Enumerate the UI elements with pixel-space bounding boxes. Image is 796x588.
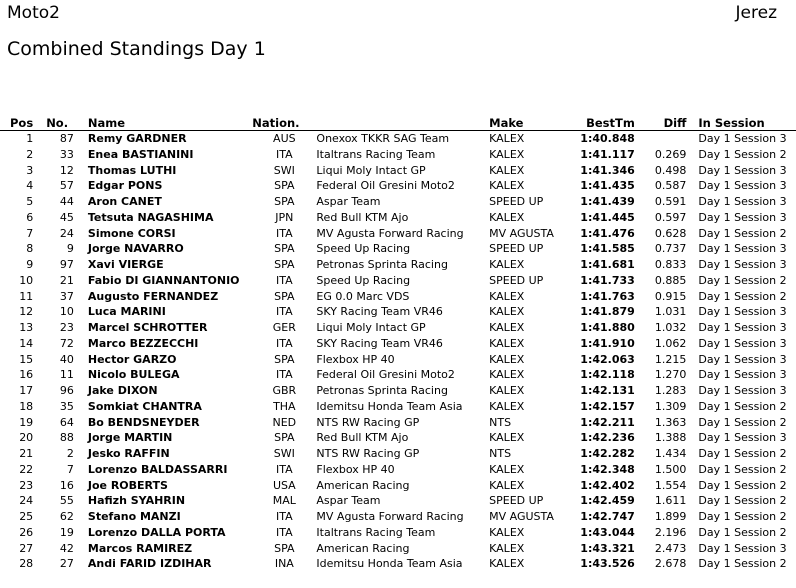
cell-best-time: 1:42.131 xyxy=(580,384,635,397)
cell-make: SPEED UP xyxy=(489,494,544,508)
cell-diff: 1.062 xyxy=(654,336,687,350)
cell-pos: 19 xyxy=(19,415,34,429)
table-row xyxy=(0,430,796,446)
cell-make: SPEED UP xyxy=(489,195,544,208)
cell-make: KALEX xyxy=(489,132,525,145)
cell-diff: 1.363 xyxy=(654,415,687,429)
cell-make: SPEED UP xyxy=(489,273,544,287)
cell-nation: SPA xyxy=(274,242,295,256)
table-row xyxy=(0,541,796,557)
cell-make: MV AGUSTA xyxy=(489,226,554,240)
cell-best-time: 1:41.476 xyxy=(580,226,635,240)
cell-name: Jesko RAFFIN xyxy=(87,447,170,460)
table-body xyxy=(0,131,796,573)
cell-number: 97 xyxy=(59,258,74,271)
cell-make: KALEX xyxy=(489,557,525,571)
cell-nation: GBR xyxy=(272,384,297,397)
cell-session: Day 1 Session 2 xyxy=(698,478,787,492)
cell-number: 35 xyxy=(59,399,74,413)
cell-number: 88 xyxy=(59,431,74,445)
cell-diff: 1.500 xyxy=(654,462,687,476)
cell-nation: ITA xyxy=(276,305,293,319)
cell-session: Day 1 Session 2 xyxy=(698,273,787,287)
cell-session: Day 1 Session 2 xyxy=(698,494,787,508)
table-row xyxy=(0,415,796,431)
cell-diff: 0.591 xyxy=(654,195,687,208)
cell-nation: SPA xyxy=(274,179,295,193)
cell-best-time: 1:41.681 xyxy=(580,258,635,271)
cell-diff: 1.899 xyxy=(654,510,687,523)
cell-name: Marcel SCHROTTER xyxy=(87,321,208,334)
cell-session: Day 1 Session 3 xyxy=(698,368,787,382)
cell-team: Italtrans Racing Team xyxy=(316,147,436,161)
cell-diff xyxy=(647,131,699,147)
cell-diff: 0.269 xyxy=(654,147,687,161)
cell-nation: ITA xyxy=(276,462,293,476)
cell-session: Day 1 Session 2 xyxy=(698,462,787,476)
cell-number: 10 xyxy=(59,305,74,319)
table-row xyxy=(0,478,796,494)
cell-pos: 8 xyxy=(26,242,34,256)
cell-name: Jake DIXON xyxy=(87,384,158,397)
cell-pos: 26 xyxy=(19,525,34,539)
cell-best-time: 1:41.585 xyxy=(580,242,635,256)
cell-make: KALEX xyxy=(489,179,525,193)
cell-nation: JPN xyxy=(275,210,294,224)
table-row xyxy=(0,178,796,194)
cell-name: Simone CORSI xyxy=(87,226,176,240)
cell-team: NTS RW Racing GP xyxy=(316,447,420,460)
cell-number: 42 xyxy=(59,541,74,555)
cell-make: KALEX xyxy=(489,210,525,224)
table-row xyxy=(0,194,796,210)
cell-session: Day 1 Session 2 xyxy=(698,525,787,539)
cell-pos: 22 xyxy=(19,462,34,476)
cell-nation: SPA xyxy=(274,352,295,366)
cell-nation: NED xyxy=(272,415,297,429)
cell-session: Day 1 Session 3 xyxy=(698,163,787,177)
cell-team: Idemitsu Honda Team Asia xyxy=(316,557,463,571)
cell-diff: 1.283 xyxy=(654,384,687,397)
cell-nation: INA xyxy=(274,557,294,571)
cell-name: Aron CANET xyxy=(87,195,162,208)
cell-name: Stefano MANZI xyxy=(87,510,181,523)
cell-nation: SPA xyxy=(274,195,295,208)
cell-pos: 4 xyxy=(26,179,34,193)
cell-make: KALEX xyxy=(489,541,525,555)
cell-pos: 25 xyxy=(19,510,34,523)
table-row xyxy=(0,131,796,147)
col-make: Make xyxy=(489,116,577,131)
cell-team: NTS RW Racing GP xyxy=(316,415,420,429)
cell-name: Lorenzo BALDASSARRI xyxy=(87,462,228,476)
cell-diff: 1.032 xyxy=(654,321,687,334)
cell-name: Fabio DI GIANNANTONIO xyxy=(87,273,240,287)
cell-best-time: 1:41.346 xyxy=(580,163,635,177)
cell-number: 11 xyxy=(59,368,74,382)
cell-team: Idemitsu Honda Team Asia xyxy=(316,399,463,413)
cell-best-time: 1:41.733 xyxy=(580,273,635,287)
cell-number: 44 xyxy=(59,195,74,208)
table-row xyxy=(0,556,796,572)
cell-diff: 1.611 xyxy=(654,494,687,508)
cell-nation: MAL xyxy=(272,494,296,508)
cell-number: 21 xyxy=(59,273,74,287)
cell-make: KALEX xyxy=(489,336,525,350)
cell-name: Nicolo BULEGA xyxy=(87,368,180,382)
cell-team: SKY Racing Team VR46 xyxy=(316,305,443,319)
cell-name: Luca MARINI xyxy=(87,305,166,319)
cell-make: KALEX xyxy=(489,399,525,413)
cell-make: KALEX xyxy=(489,478,525,492)
cell-team: Onexox TKKR SAG Team xyxy=(316,132,450,145)
col-best: BestTm xyxy=(577,116,647,131)
cell-diff: 1.434 xyxy=(654,447,687,460)
cell-diff: 1.031 xyxy=(654,305,687,319)
cell-make: KALEX xyxy=(489,147,525,161)
cell-pos: 2 xyxy=(26,147,34,161)
cell-pos: 6 xyxy=(26,210,34,224)
cell-best-time: 1:43.044 xyxy=(580,525,635,539)
cell-team: EG 0.0 Marc VDS xyxy=(316,289,410,303)
cell-make: KALEX xyxy=(489,368,525,382)
table-row xyxy=(0,525,796,541)
cell-nation: ITA xyxy=(276,273,293,287)
cell-best-time: 1:41.880 xyxy=(580,321,635,334)
cell-pos: 14 xyxy=(19,336,34,350)
cell-number: 45 xyxy=(59,210,74,224)
cell-nation: SWI xyxy=(273,163,295,177)
cell-number: 7 xyxy=(66,462,74,476)
cell-diff: 1.309 xyxy=(654,399,687,413)
cell-name: Hafizh SYAHRIN xyxy=(87,494,186,508)
cell-name: Xavi VIERGE xyxy=(87,258,164,271)
cell-diff: 0.885 xyxy=(654,273,687,287)
cell-session: Day 1 Session 3 xyxy=(698,321,787,334)
cell-number: 37 xyxy=(59,289,74,303)
cell-diff: 2.473 xyxy=(654,541,687,555)
cell-make: NTS xyxy=(489,415,512,429)
cell-session: Day 1 Session 3 xyxy=(698,179,787,193)
cell-pos: 11 xyxy=(19,289,34,303)
cell-best-time: 1:41.435 xyxy=(580,179,635,193)
cell-session: Day 1 Session 2 xyxy=(698,510,787,523)
cell-pos: 24 xyxy=(19,494,34,508)
cell-team: American Racing xyxy=(316,478,410,492)
cell-name: Lorenzo DALLA PORTA xyxy=(87,525,226,539)
cell-number: 16 xyxy=(59,478,74,492)
cell-pos: 7 xyxy=(26,226,34,240)
cell-pos: 13 xyxy=(19,321,34,334)
cell-team: Italtrans Racing Team xyxy=(316,525,436,539)
cell-diff: 2.196 xyxy=(654,525,687,539)
cell-best-time: 1:41.445 xyxy=(580,210,635,224)
cell-name: Jorge MARTIN xyxy=(87,431,173,445)
table-row xyxy=(0,257,796,273)
cell-team: Petronas Sprinta Racing xyxy=(316,258,448,271)
table-row xyxy=(0,320,796,336)
cell-team: Red Bull KTM Ajo xyxy=(316,431,409,445)
table-row xyxy=(0,509,796,525)
table-row xyxy=(0,226,796,242)
table-row xyxy=(0,273,796,289)
cell-team: Flexbox HP 40 xyxy=(316,462,395,476)
cell-nation: USA xyxy=(272,478,296,492)
cell-diff: 0.587 xyxy=(654,179,687,193)
cell-best-time: 1:42.157 xyxy=(580,399,635,413)
cell-team: Aspar Team xyxy=(316,494,381,508)
cell-session: Day 1 Session 3 xyxy=(698,258,787,271)
cell-make: NTS xyxy=(489,447,512,460)
table-row xyxy=(0,383,796,399)
cell-session: Day 1 Session 3 xyxy=(698,210,787,224)
table-row xyxy=(0,462,796,478)
col-session: In Session xyxy=(698,116,796,131)
cell-name: Enea BASTIANINI xyxy=(87,147,194,161)
cell-best-time: 1:42.236 xyxy=(580,431,635,445)
cell-name: Marcos RAMIREZ xyxy=(87,541,193,555)
cell-number: 40 xyxy=(59,352,74,366)
cell-team: Petronas Sprinta Racing xyxy=(316,384,448,397)
cell-number: 23 xyxy=(59,321,74,334)
table-row xyxy=(0,446,796,462)
cell-best-time: 1:43.321 xyxy=(580,541,635,555)
cell-session: Day 1 Session 3 xyxy=(698,431,787,445)
cell-nation: ITA xyxy=(276,368,293,382)
cell-number: 27 xyxy=(59,557,74,571)
cell-nation: THA xyxy=(273,399,296,413)
table-row xyxy=(0,367,796,383)
cell-name: Thomas LUTHI xyxy=(87,163,177,177)
col-no: No. xyxy=(41,116,82,131)
cell-session: Day 1 Session 2 xyxy=(698,415,787,429)
cell-team: Speed Up Racing xyxy=(316,242,411,256)
cell-diff: 0.915 xyxy=(654,289,687,303)
cell-diff: 0.597 xyxy=(654,210,687,224)
cell-nation: ITA xyxy=(276,147,293,161)
col-team xyxy=(316,116,489,131)
cell-nation: ITA xyxy=(276,226,293,240)
cell-make: KALEX xyxy=(489,462,525,476)
cell-diff: 1.388 xyxy=(654,431,687,445)
cell-diff: 0.498 xyxy=(654,163,687,177)
page-title: Combined Standings Day 1 xyxy=(7,38,266,60)
cell-nation: SPA xyxy=(274,289,295,303)
cell-session: Day 1 Session 3 xyxy=(698,305,787,319)
cell-make: KALEX xyxy=(489,431,525,445)
cell-make: MV AGUSTA xyxy=(489,510,554,523)
cell-best-time: 1:40.848 xyxy=(580,132,635,145)
cell-team: Flexbox HP 40 xyxy=(316,352,395,366)
cell-number: 2 xyxy=(66,447,74,460)
cell-best-time: 1:41.879 xyxy=(580,305,635,319)
cell-best-time: 1:42.118 xyxy=(580,368,635,382)
cell-team: Federal Oil Gresini Moto2 xyxy=(316,368,455,382)
cell-make: KALEX xyxy=(489,305,525,319)
cell-session: Day 1 Session 2 xyxy=(698,447,787,460)
cell-number: 9 xyxy=(66,242,74,256)
cell-pos: 23 xyxy=(19,478,34,492)
cell-nation: AUS xyxy=(273,132,296,145)
cell-pos: 21 xyxy=(19,447,34,460)
cell-best-time: 1:41.117 xyxy=(580,147,635,161)
cell-session: Day 1 Session 3 xyxy=(698,352,787,366)
cell-make: KALEX xyxy=(489,352,525,366)
cell-number: 87 xyxy=(59,132,74,145)
cell-pos: 27 xyxy=(19,541,34,555)
cell-make: KALEX xyxy=(489,525,525,539)
cell-session: Day 1 Session 3 xyxy=(698,541,787,555)
table-row xyxy=(0,210,796,226)
cell-pos: 18 xyxy=(19,399,34,413)
cell-name: Augusto FERNANDEZ xyxy=(87,289,219,303)
cell-pos: 9 xyxy=(26,258,34,271)
table-row xyxy=(0,336,796,352)
table-row xyxy=(0,304,796,320)
cell-name: Tetsuta NAGASHIMA xyxy=(87,210,214,224)
cell-diff: 1.554 xyxy=(654,478,687,492)
cell-number: 24 xyxy=(59,226,74,240)
cell-pos: 15 xyxy=(19,352,34,366)
cell-best-time: 1:42.747 xyxy=(580,510,635,523)
cell-team: Liqui Moly Intact GP xyxy=(316,321,426,334)
table-row xyxy=(0,399,796,415)
cell-pos: 10 xyxy=(19,273,34,287)
cell-make: KALEX xyxy=(489,384,525,397)
table-row xyxy=(0,493,796,509)
cell-team: SKY Racing Team VR46 xyxy=(316,336,443,350)
cell-pos: 16 xyxy=(19,368,34,382)
cell-team: MV Agusta Forward Racing xyxy=(316,510,464,523)
cell-team: Federal Oil Gresini Moto2 xyxy=(316,179,455,193)
cell-nation: SPA xyxy=(274,431,295,445)
cell-name: Joe ROBERTS xyxy=(87,478,168,492)
table-row xyxy=(0,147,796,163)
cell-make: KALEX xyxy=(489,289,525,303)
cell-name: Bo BENDSNEYDER xyxy=(87,415,200,429)
table-row xyxy=(0,352,796,368)
cell-team: American Racing xyxy=(316,541,410,555)
cell-best-time: 1:43.526 xyxy=(580,557,635,571)
table-header-row xyxy=(0,116,796,131)
cell-name: Edgar PONS xyxy=(87,179,163,193)
cell-best-time: 1:42.282 xyxy=(580,447,635,460)
cell-nation: SPA xyxy=(274,541,295,555)
series-label: Moto2 xyxy=(7,3,60,23)
cell-name: Remy GARDNER xyxy=(87,132,187,145)
col-nation: Nation. xyxy=(252,116,316,131)
cell-session: Day 1 Session 2 xyxy=(698,557,787,571)
table-row xyxy=(0,289,796,305)
cell-make: SPEED UP xyxy=(489,242,544,256)
col-pos: Pos xyxy=(0,116,41,131)
cell-best-time: 1:42.348 xyxy=(580,462,635,476)
cell-name: Marco BEZZECCHI xyxy=(87,336,199,350)
col-diff: Diff xyxy=(647,116,699,131)
circuit-label: Jerez xyxy=(735,3,777,23)
cell-team: Speed Up Racing xyxy=(316,273,411,287)
cell-number: 57 xyxy=(59,179,74,193)
cell-name: Hector GARZO xyxy=(87,352,177,366)
cell-name: Jorge NAVARRO xyxy=(87,242,184,256)
cell-best-time: 1:41.910 xyxy=(580,336,635,350)
col-name: Name xyxy=(82,116,252,131)
cell-nation: GER xyxy=(272,321,296,334)
cell-pos: 20 xyxy=(19,431,34,445)
cell-best-time: 1:42.211 xyxy=(580,415,635,429)
cell-session: Day 1 Session 3 xyxy=(698,195,787,208)
cell-name: Somkiat CHANTRA xyxy=(87,399,202,413)
cell-session: Day 1 Session 3 xyxy=(698,336,787,350)
cell-diff: 0.737 xyxy=(654,242,687,256)
cell-number: 62 xyxy=(59,510,74,523)
cell-diff: 1.215 xyxy=(654,352,687,366)
cell-number: 64 xyxy=(59,415,74,429)
cell-team: Red Bull KTM Ajo xyxy=(316,210,409,224)
cell-pos: 17 xyxy=(19,384,34,397)
cell-make: KALEX xyxy=(489,258,525,271)
cell-best-time: 1:41.763 xyxy=(580,289,635,303)
cell-make: KALEX xyxy=(489,163,525,177)
cell-best-time: 1:41.439 xyxy=(580,195,635,208)
cell-number: 72 xyxy=(59,336,74,350)
cell-nation: ITA xyxy=(276,525,293,539)
cell-nation: SPA xyxy=(274,258,295,271)
table-row xyxy=(0,241,796,257)
cell-session: Day 1 Session 2 xyxy=(698,147,787,161)
cell-number: 33 xyxy=(59,147,74,161)
cell-team: MV Agusta Forward Racing xyxy=(316,226,464,240)
cell-nation: ITA xyxy=(276,336,293,350)
cell-best-time: 1:42.402 xyxy=(580,478,635,492)
cell-session: Day 1 Session 3 xyxy=(698,132,787,145)
cell-team: Aspar Team xyxy=(316,195,381,208)
cell-team: Liqui Moly Intact GP xyxy=(316,163,426,177)
cell-pos: 1 xyxy=(26,132,34,145)
cell-diff: 0.628 xyxy=(654,226,687,240)
cell-session: Day 1 Session 2 xyxy=(698,289,787,303)
table-row xyxy=(0,163,796,179)
cell-session: Day 1 Session 3 xyxy=(698,242,787,256)
cell-number: 55 xyxy=(59,494,74,508)
cell-best-time: 1:42.459 xyxy=(580,494,635,508)
standings-table xyxy=(0,116,796,572)
cell-diff: 0.833 xyxy=(654,258,687,271)
cell-make: KALEX xyxy=(489,321,525,334)
cell-diff: 2.678 xyxy=(654,557,687,571)
cell-session: Day 1 Session 3 xyxy=(698,384,787,397)
cell-number: 19 xyxy=(59,525,74,539)
cell-diff: 1.270 xyxy=(654,368,687,382)
cell-number: 96 xyxy=(59,384,74,397)
cell-nation: SWI xyxy=(273,447,295,460)
cell-best-time: 1:42.063 xyxy=(580,352,635,366)
cell-session: Day 1 Session 2 xyxy=(698,226,787,240)
cell-name: Andi FARID IZDIHAR xyxy=(87,557,212,571)
cell-nation: ITA xyxy=(276,510,293,523)
cell-pos: 3 xyxy=(26,163,34,177)
cell-pos: 28 xyxy=(19,557,34,571)
cell-session: Day 1 Session 2 xyxy=(698,399,787,413)
cell-pos: 12 xyxy=(19,305,34,319)
cell-number: 12 xyxy=(59,163,74,177)
cell-pos: 5 xyxy=(26,195,34,208)
